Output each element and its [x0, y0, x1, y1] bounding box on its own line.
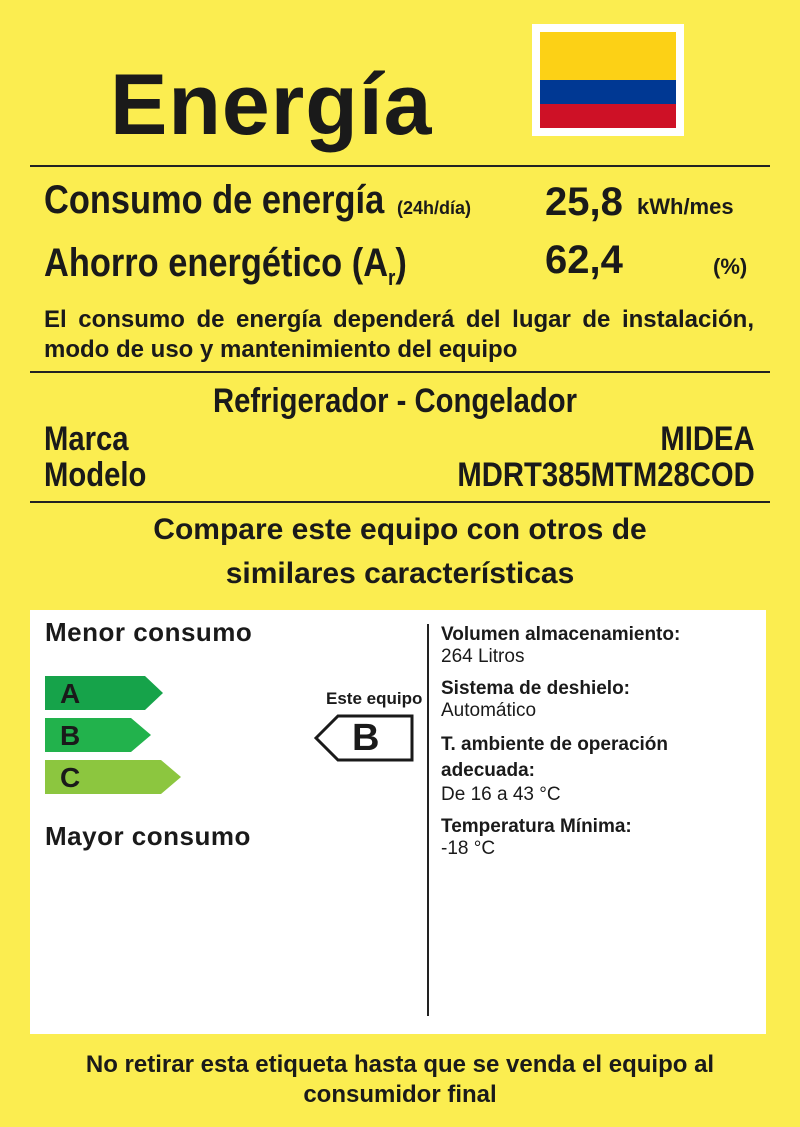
ahorro-close: ): [395, 241, 407, 285]
consumo-label: Consumo de energía: [44, 178, 385, 222]
spec-volume: [441, 624, 761, 668]
flag-stripe-yellow: [540, 32, 676, 80]
flag-stripe-red: [540, 104, 676, 128]
colombia-flag: [532, 24, 684, 136]
consumo-unit: kWh/mes: [637, 194, 734, 219]
spec-heading: T. ambiente de operación adecuada:: [441, 734, 668, 781]
consumo-value: 25,8: [545, 180, 623, 224]
spec-heading: Volumen almacenamiento:: [441, 624, 681, 645]
menor-consumo-label: Menor consumo: [45, 617, 253, 647]
consumo-qualifier: (24h/día): [397, 198, 472, 218]
ahorro-subscript: r: [388, 265, 396, 290]
marca-value: MIDEA: [660, 420, 755, 458]
spec-defrost: [441, 678, 761, 722]
spec-value: Automático: [441, 700, 537, 721]
product-type: Refrigerador - Congelador: [213, 382, 577, 420]
ahorro-label: Ahorro energético (A: [44, 241, 389, 285]
spec-ambient: [441, 732, 711, 806]
compare-line-1: Compare este equipo con otros de: [153, 513, 647, 546]
spec-value: -18 °C: [441, 838, 496, 859]
flag-stripe-blue: [540, 80, 676, 104]
divider: [30, 501, 770, 503]
spec-min-temp: [441, 816, 761, 860]
modelo-label: Modelo: [44, 456, 147, 494]
divider: [30, 371, 770, 373]
mayor-consumo-label: Mayor consumo: [45, 821, 251, 851]
class-b-letter: B: [60, 720, 81, 751]
label-title: Energía: [110, 57, 433, 153]
ahorro-value: 62,4: [545, 238, 623, 282]
ahorro-row: [44, 243, 466, 289]
spec-value: 264 Litros: [441, 646, 525, 667]
footer-notice: No retirar esta etiqueta hasta que se venda el equipo al consumidor final: [85, 1051, 715, 1108]
marca-label: Marca: [44, 420, 129, 458]
specs-list: [441, 624, 761, 860]
ahorro-unit: (%): [713, 254, 748, 279]
this-equipment-class: B: [352, 717, 380, 759]
spec-heading: Temperatura Mínima:: [441, 816, 632, 837]
compare-line-2: similares características: [225, 557, 575, 590]
spec-heading: Sistema de deshielo:: [441, 678, 631, 699]
consumption-note: El consumo de energía dependerá del lugar de instalación, modo de uso y mantenimiento del equipo: [44, 306, 754, 363]
class-c-letter: C: [60, 762, 81, 793]
class-a-letter: A: [60, 678, 81, 709]
panel-divider: [427, 624, 429, 1016]
this-equipment-label: Este equipo: [326, 689, 423, 708]
consumo-row: [44, 180, 440, 220]
divider: [30, 165, 770, 167]
spec-value: De 16 a 43 °C: [441, 784, 561, 805]
modelo-value: MDRT385MTM28COD: [457, 456, 755, 494]
